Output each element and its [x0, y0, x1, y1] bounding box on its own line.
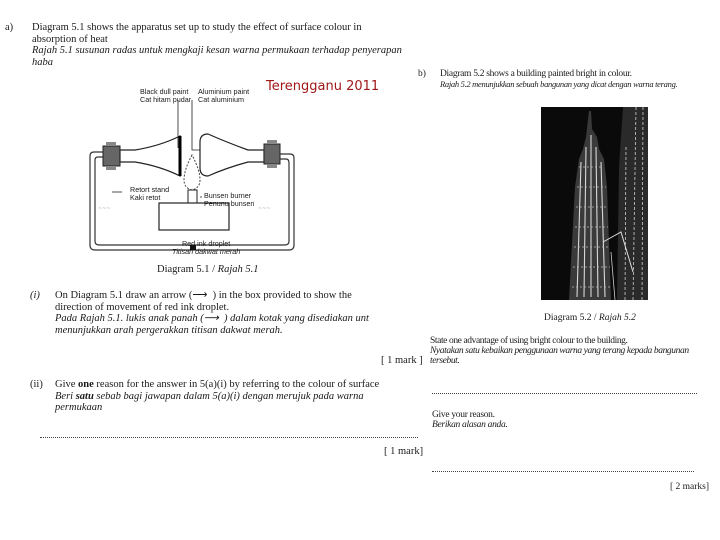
q-b-ii-text: Give your reason. Berikan alasan anda.	[432, 410, 508, 430]
q-b-mark: [ 2 marks]	[670, 482, 710, 492]
q-b-i-text: State one advantage of using bright colour to the building. Nyatakan satu kebaikan penggunaan warna yang terang kepada bangunan tersebut.	[430, 336, 689, 366]
label-black-paint: Black dull paint Cat hitam pudar	[140, 87, 192, 104]
intro-en-line2: absorption of heat	[32, 33, 108, 45]
aluminium-flask	[200, 134, 264, 176]
intro-en-line1: Diagram 5.1 shows the apparatus set up to study the effect of surface colour in	[32, 22, 362, 33]
q-a-i-number: (i)	[30, 290, 40, 301]
intro-ms-line2: haba	[32, 56, 53, 68]
svg-text:~~~: ~~~	[98, 206, 111, 212]
q-a-ii-number: (ii)	[30, 379, 43, 390]
label-red-ink-droplet: Red ink droplet Titisan dakwat merah	[172, 239, 241, 256]
label-bunsen-burner: Bunsen burner Penunu bunsen	[204, 191, 255, 208]
part-b-label: b)	[418, 69, 426, 79]
svg-text:~~~: ~~~	[258, 206, 271, 212]
answer-line-b-i[interactable]	[432, 393, 697, 394]
intro-ms-line1: Rajah 5.1 susunan radas untuk mengkaji kesan warna permukaan terhadap penyerapan	[32, 45, 402, 56]
q-a-i-text: On Diagram 5.1 draw an arrow (⟶ ) in the box provided to show the direction of movement of red ink droplet. Pada Rajah 5.1. lukis anak panah (⟶ ) dalam kotak yang disediakan unt menunjukkan arah pergerakkan titisan dakwat merah.	[55, 290, 369, 336]
label-aluminium-paint: Aluminium paint Cat aluminium	[198, 87, 250, 104]
flame	[184, 155, 200, 190]
part-a-intro	[32, 22, 432, 68]
q-a-ii-text: Give one reason for the answer in 5(a)(i) by referring to the colour of surface Beri satu sebab bagi jawapan dalam 5(a)(i) dengan merujuk pada warna permukaan	[55, 379, 380, 413]
left-clamp	[103, 146, 120, 166]
q-a-i-mark: [ 1 mark ]	[381, 355, 423, 366]
right-clamp	[264, 144, 280, 164]
part-b-intro: Diagram 5.2 shows a building painted bright in colour. Rajah 5.2 menunjukkan sebuah bangunan yang dicat dengan warna terang.	[440, 69, 678, 89]
watermark-title: Terengganu 2011	[266, 79, 380, 94]
part-a-label: a)	[5, 22, 14, 33]
building-photo	[541, 107, 648, 300]
answer-line-a-ii[interactable]	[40, 437, 418, 438]
black-flask	[120, 136, 180, 176]
diagram-5-2-caption: Diagram 5.2 / Rajah 5.2	[544, 313, 636, 323]
label-retort-stand: Retort stand Kaki retot	[130, 185, 170, 202]
q-a-ii-mark: [ 1 mark]	[384, 446, 424, 457]
answer-line-b-ii[interactable]	[432, 471, 694, 472]
apparatus-diagram	[80, 100, 320, 260]
diagram-5-1-caption: Diagram 5.1 / Rajah 5.1	[157, 264, 259, 275]
arrow-icon: ⟶	[192, 290, 213, 301]
arrow-icon: ⟶	[203, 313, 225, 324]
